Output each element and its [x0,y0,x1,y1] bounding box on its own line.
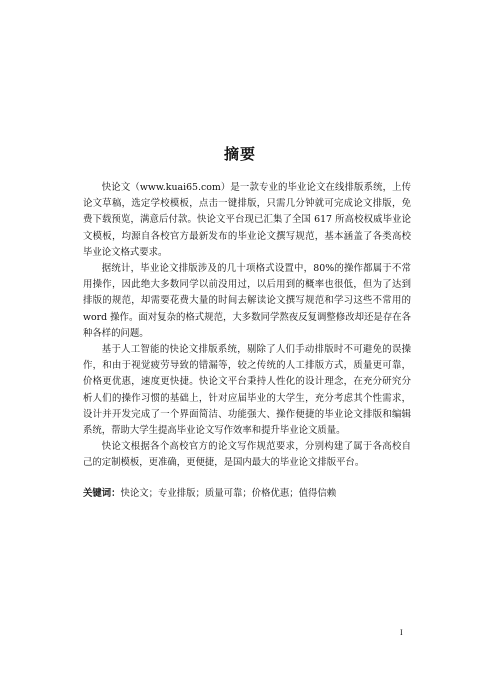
abstract-paragraph-4: 快论文根据各个高校官方的论文写作规范要求，分别构建了属于各高校自己的定制模板，更准确，更便捷，是国内最大的毕业论文排版平台。 [83,441,411,469]
page-number: I [400,628,403,637]
keywords-line [83,486,411,502]
abstract-paragraph-2: 据统计，毕业论文排版涉及的几十项格式设置中，80%的操作都属于不常用操作，因此绝大多数同学以前没用过，以后用到的概率也很低，但为了达到排版的规范，却需要花费大量的时间去解读论文撰写规范和学习这些不常用的 word 操作。面对复杂的格式规范，大多数同学熬夜反复调整修改却还是存在各种各样的问题。 [83,263,411,339]
abstract-body [83,180,411,472]
keywords-label: 关键词： [83,488,121,499]
keywords-text: 快论文；专业排版；质量可靠；价格优惠；值得信赖 [120,488,337,499]
page-title: 摘要 [223,145,256,163]
abstract-paragraph-3: 基于人工智能的快论文排版系统，剔除了人们手动排版时不可避免的误操作，和由于视觉疲劳导致的错漏等，较之传统的人工排版方式，质量更可靠，价格更优惠，速度更快捷。快论文平台秉持人性化的设计理念，在充分研究分析人们的操作习惯的基础上，针对应届毕业的大学生，充分考虑其个性需求，设计并开发完成了一个界面简洁、功能强大、操作便捷的毕业论文排版和编辑系统，帮助大学生提高毕业论文写作效率和提升毕业论文质量。 [83,344,411,437]
abstract-paragraph-1: 快论文（www.kuai65.com）是一款专业的毕业论文在线排版系统，上传论文草稿，选定学校模板，点击一键排版，只需几分钟就可完成论文排版，免费下载预览，满意后付款。快论文平台现已汇集了全国 617 所高校权威毕业论文模板，均源自各校官方最新发布的毕业论文撰写规范，基本涵盖了各类高校毕业论文格式要求。 [83,182,411,258]
